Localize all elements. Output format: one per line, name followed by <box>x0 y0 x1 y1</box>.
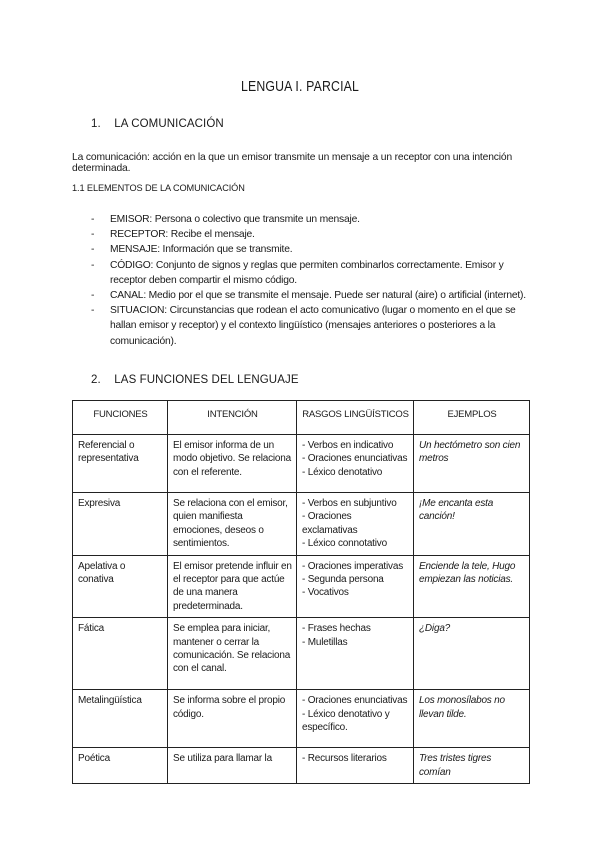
function-cell: Apelativa o conativa <box>73 555 168 618</box>
list-item: - CANAL: Medio por el que se transmite el mensaje. Puede ser natural (aire) o artificial (internet). <box>91 290 526 302</box>
page-title: LENGUA I. PARCIAL <box>240 78 360 95</box>
example-cell: ¿Diga? <box>414 618 530 690</box>
column-header: FUNCIONES <box>73 401 168 435</box>
traits-cell: - Oraciones imperativas - Segunda persona - Vocativos <box>297 555 414 618</box>
table-row <box>73 690 530 748</box>
function-cell: Fática <box>73 618 168 690</box>
list-item: - MENSAJE: Información que se transmite. <box>91 244 293 256</box>
traits-cell: - Verbos en subjuntivo - Oraciones exclamativas - Léxico connotativo <box>297 493 414 556</box>
table-row <box>73 435 530 493</box>
traits-cell: - Oraciones enunciativas - Léxico denotativo y específico. <box>297 690 414 748</box>
table-header-row <box>73 401 530 435</box>
intention-cell: El emisor pretende influir en el receptor para que actúe de una manera predeterminada. <box>168 555 297 618</box>
intention-cell: El emisor informa de un modo objetivo. Se relaciona con el referente. <box>168 435 297 493</box>
section-heading-1 <box>91 118 224 130</box>
section-number: 2. <box>91 374 101 386</box>
list-item: - RECEPTOR: Recibe el mensaje. <box>91 229 255 241</box>
function-cell: Metalingüística <box>73 690 168 748</box>
section-title: LA COMUNICACIÓN <box>114 118 224 130</box>
subsection-heading: 1.1 ELEMENTOS DE LA COMUNICACIÓN <box>72 183 245 193</box>
intention-cell: Se relaciona con el emisor, quien manifiesta emociones, deseos o sentimientos. <box>168 493 297 556</box>
table-row <box>73 748 530 784</box>
section-number: 1. <box>91 118 101 130</box>
section-title: LAS FUNCIONES DEL LENGUAJE <box>114 374 299 386</box>
column-header: RASGOS LINGÜÍSTICOS <box>297 401 414 435</box>
list-item: - EMISOR: Persona o colectivo que transmite un mensaje. <box>91 214 360 225</box>
function-cell: Poética <box>73 748 168 784</box>
example-cell: Un hectómetro son cien metros <box>414 435 530 493</box>
traits-cell: - Recursos literarios <box>297 748 414 784</box>
definition-paragraph: La comunicación: acción en la que un emisor transmite un mensaje a un receptor con una intención determinada. <box>72 152 513 174</box>
traits-cell: - Frases hechas - Muletillas <box>297 618 414 690</box>
table-row <box>73 618 530 690</box>
table-row <box>73 555 530 618</box>
list-item: - SITUACION: Circunstancias que rodean el acto comunicativo (lugar o momento en el que se hallan emisor y receptor) y el contexto lingüístico (mensajes anteriores o posteriores a la comunicación). <box>91 305 516 347</box>
section-heading-2 <box>91 374 299 386</box>
column-header: INTENCIÓN <box>168 401 297 435</box>
list-item: - CÓDIGO: Conjunto de signos y reglas que permiten combinarlos correctamente. Emisor y receptor deben compartir el mismo código. <box>91 259 504 286</box>
elements-list <box>91 212 531 349</box>
column-header: EJEMPLOS <box>414 401 530 435</box>
function-cell: Referencial o representativa <box>73 435 168 493</box>
example-cell: Los monosílabos no llevan tilde. <box>414 690 530 748</box>
table-row <box>73 493 530 556</box>
intention-cell: Se informa sobre el propio código. <box>168 690 297 748</box>
example-cell: Tres tristes tigres comían <box>414 748 530 784</box>
example-cell: Enciende la tele, Hugo empiezan las noticias. <box>414 555 530 618</box>
example-cell: ¡Me encanta esta canción! <box>414 493 530 556</box>
traits-cell: - Verbos en indicativo - Oraciones enunciativas - Léxico denotativo <box>297 435 414 493</box>
function-cell: Expresiva <box>73 493 168 556</box>
functions-table <box>72 400 530 784</box>
intention-cell: Se emplea para iniciar, mantener o cerrar la comunicación. Se relaciona con el canal. <box>168 618 297 690</box>
intention-cell: Se utiliza para llamar la <box>168 748 297 784</box>
